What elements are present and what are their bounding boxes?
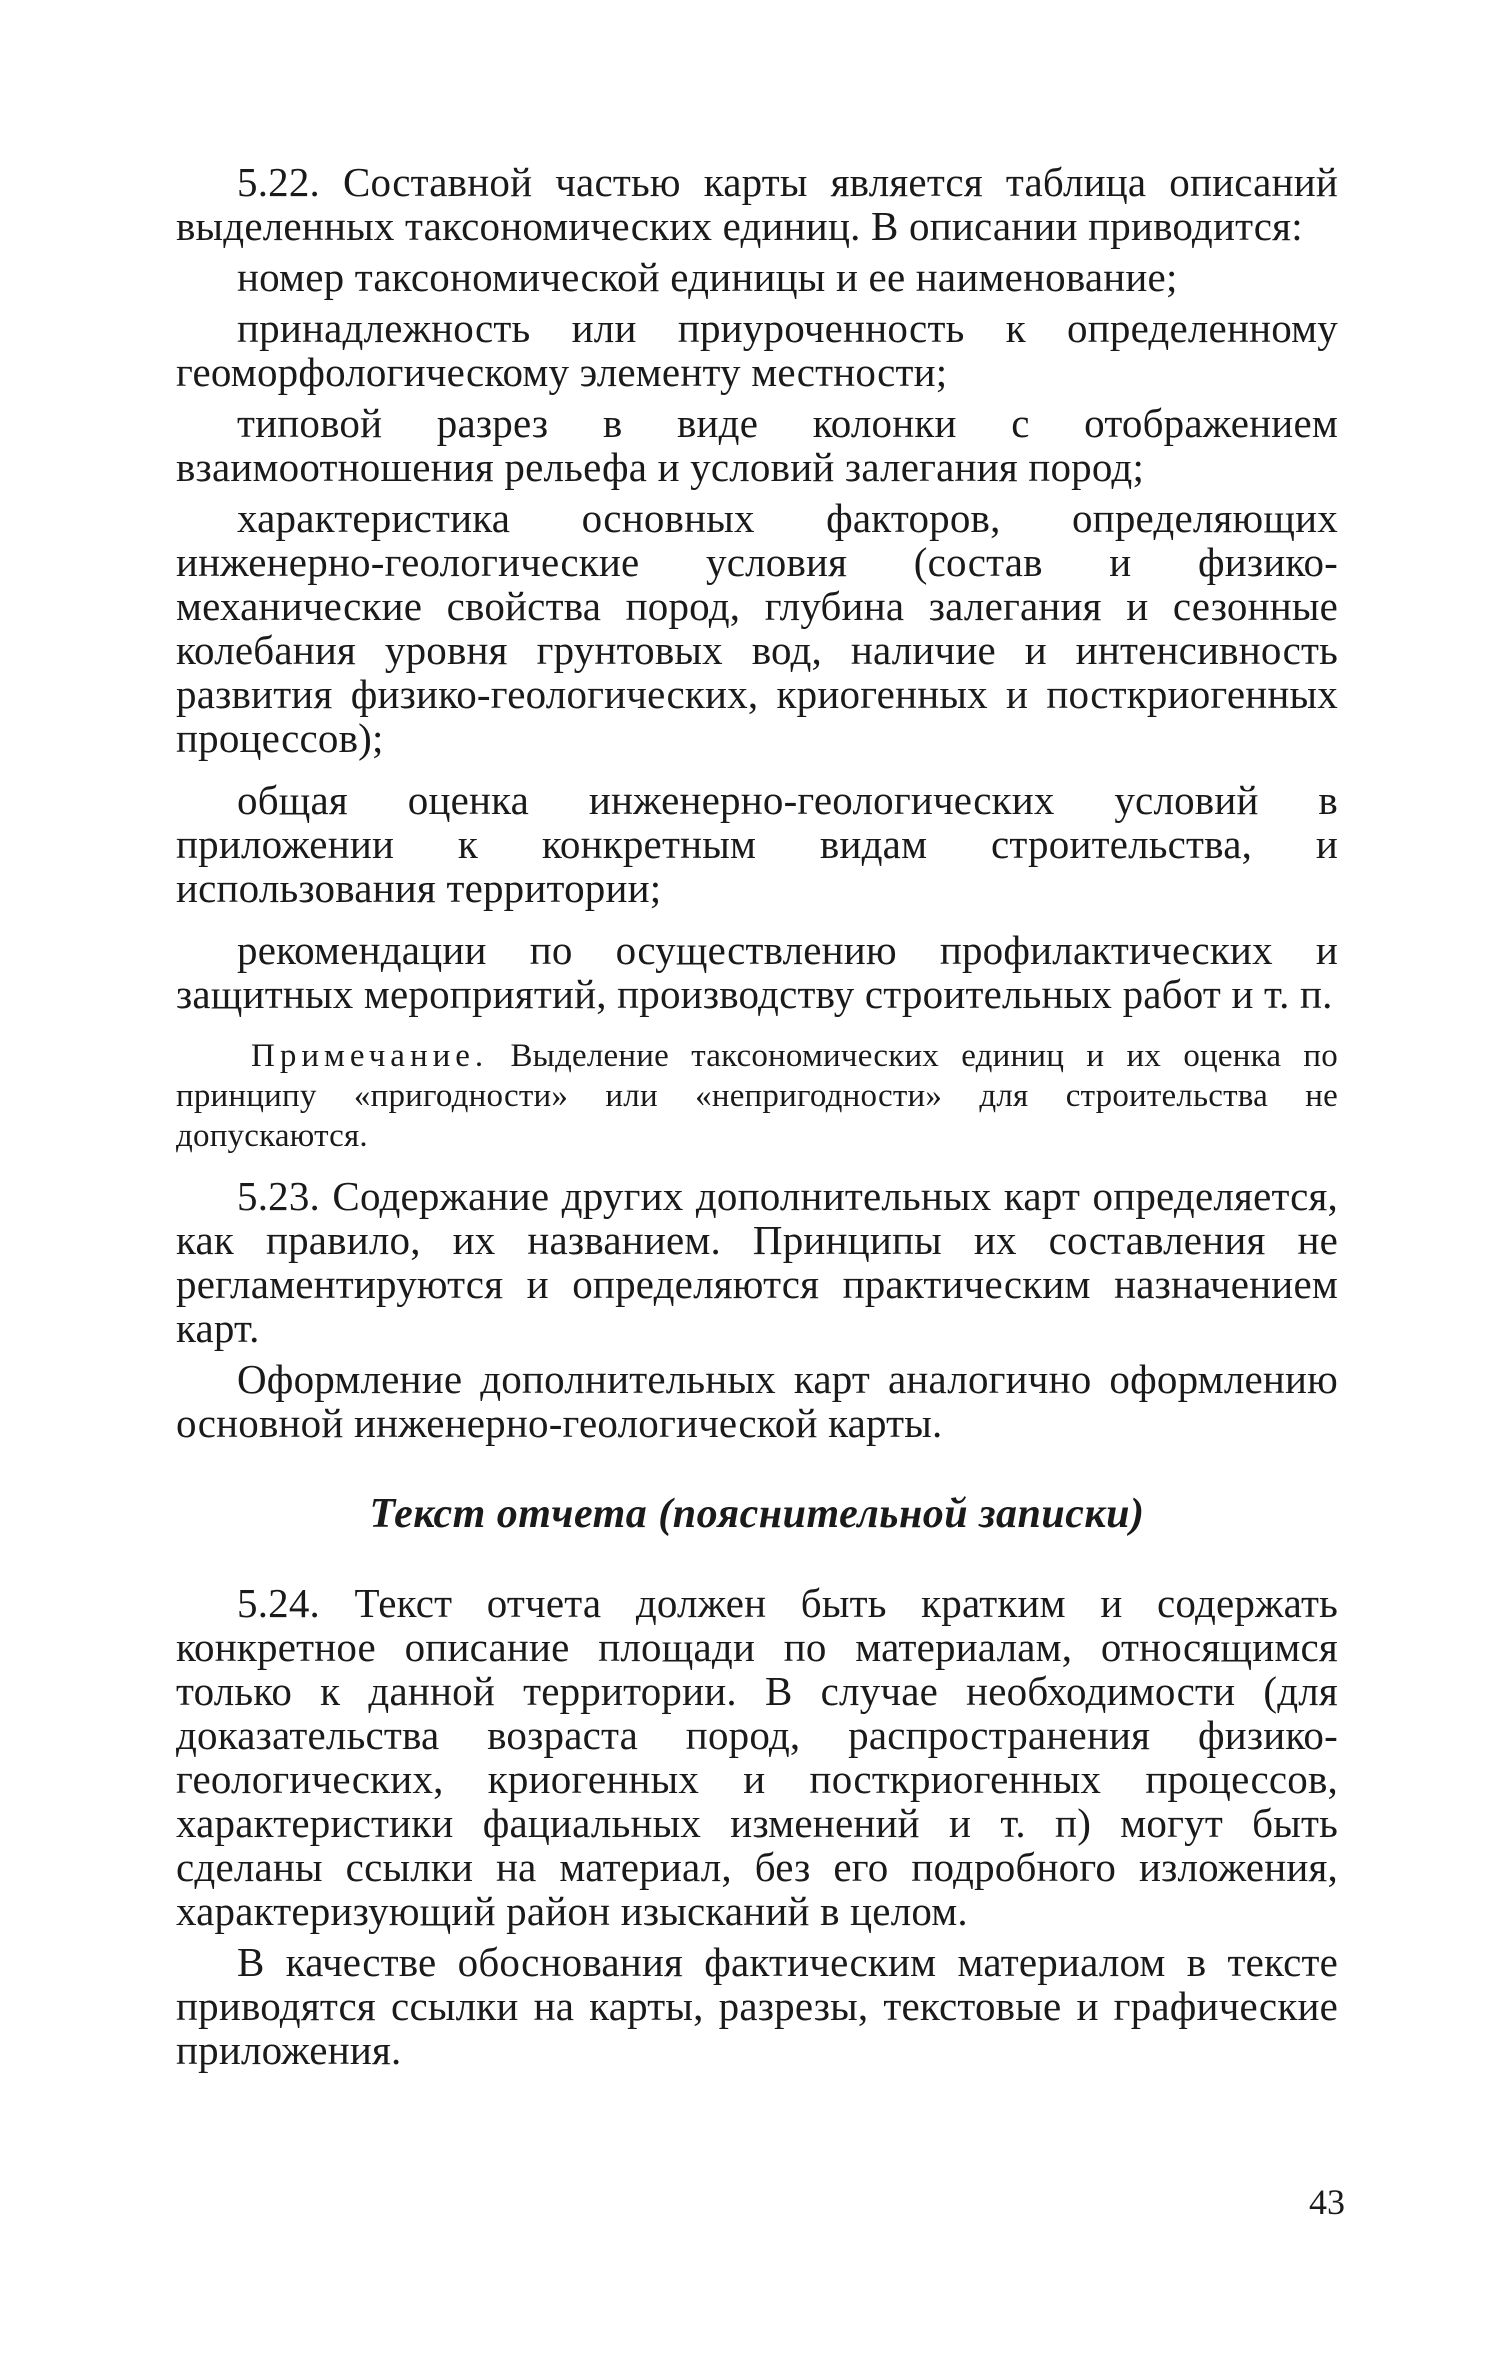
paragraph-5-24: 5.24. Текст отчета должен быть кратким и содержать конкретное описание площади по материалам, относящимся только к данной территории. В случае необходимости (для доказательства возраста пород, распространения физико-геологических, криогенных и посткриогенных процессов, характеристики фациальных изменений и т. п) могут быть сделаны ссылки на материал, без его подробного изложения, характеризующий район изысканий в целом. bbox=[176, 1580, 1338, 1934]
page-body bbox=[176, 160, 1338, 2072]
note-label: Примечание. bbox=[251, 1038, 489, 1074]
list-item-factors: характеристика основных факторов, определяющих инженерно-геологические условия (состав и физико-механические свойства пород, глубина залегания и сезонные колебания уровня грунтовых вод, наличие и интенсивность развития физико-геологических, криогенных и посткриогенных процессов); bbox=[176, 495, 1338, 761]
list-item-recommendations: рекомендации по осуществлению профилактических и защитных мероприятий, производству строительных работ и т. п. bbox=[176, 927, 1338, 1017]
note-text: Выделение таксономических единиц и их оценка по принципу «пригодности» или «непригодности» для строительства не допускаются. bbox=[176, 1038, 1338, 1154]
paragraph-5-23: 5.23. Содержание других дополнительных карт определяется, как правило, их названием. Принципы их составления не регламентируются и определяются практическим назначением карт. bbox=[176, 1173, 1338, 1351]
list-item-typical-section: типовой разрез в виде колонки с отображением взаимоотношения рельефа и условий залегания пород; bbox=[176, 400, 1338, 490]
page-number: 43 bbox=[1309, 2182, 1345, 2222]
paragraph-formatting: Оформление дополнительных карт аналогично оформлению основной инженерно-геологической карты. bbox=[176, 1356, 1338, 1446]
list-item-general-assessment: общая оценка инженерно-геологических условий в приложении к конкретным видам строительства, и использования территории; bbox=[176, 777, 1338, 911]
note bbox=[176, 1036, 1338, 1156]
paragraph-justification: В качестве обоснования фактическим материалом в тексте приводятся ссылки на карты, разрезы, текстовые и графические приложения. bbox=[176, 1939, 1338, 2073]
list-item-affiliation: принадлежность или приуроченность к определенному геоморфологическому элементу местности; bbox=[176, 305, 1338, 395]
paragraph-5-22: 5.22. Составной частью карты является таблица описаний выделенных таксономических единиц. В описании приводится: bbox=[176, 159, 1338, 249]
list-item-number-name: номер таксономической единицы и ее наименование; bbox=[237, 254, 1178, 300]
section-title: Текст отчета (пояснительной записки) bbox=[369, 1491, 1145, 1537]
